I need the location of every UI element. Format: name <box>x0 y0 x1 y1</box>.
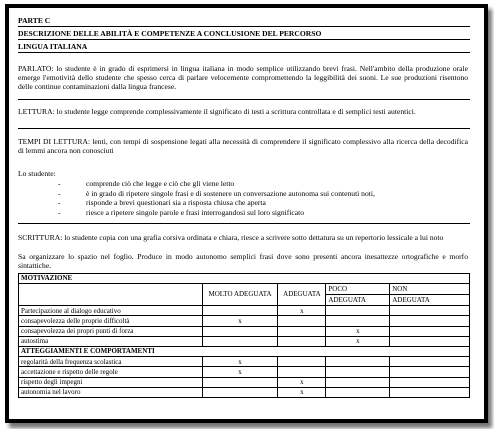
table-header-blank <box>19 284 203 306</box>
mark-cell <box>326 357 390 367</box>
mark-cell <box>390 357 470 367</box>
section-title: DESCRIZIONE DELLE ABILITÀ E COMPETENZE A CONCLUSIONE DEL PERCORSO <box>18 29 322 38</box>
studente-list <box>58 179 458 217</box>
scrittura-paragraph <box>18 233 468 242</box>
col-header-adeguata: ADEGUATA <box>278 284 326 306</box>
mark-cell <box>202 377 278 387</box>
mark-cell: x <box>202 316 278 326</box>
mark-cell: x <box>202 357 278 367</box>
table-row <box>19 316 470 326</box>
list-item: - è in grado di ripetere singole frasi e di sostenere un conversazione autonoma sui contenuti noti, <box>58 188 375 198</box>
mark-cell: x <box>202 367 278 377</box>
document-frame <box>5 4 488 423</box>
col-header-poco-adeguata-line2: ADEGUATA <box>326 295 390 306</box>
divider <box>18 26 470 27</box>
assessment-table <box>18 273 470 398</box>
divider <box>18 99 470 100</box>
mark-cell <box>326 387 390 397</box>
mark-cell <box>202 326 278 336</box>
mark-cell <box>278 316 326 326</box>
mark-cell <box>202 306 278 316</box>
row-label: regolarità della frequenza scolastica <box>19 357 203 367</box>
scrittura-label: SCRITTURA <box>18 233 61 242</box>
row-label: rispetto degli impegni <box>19 377 203 387</box>
mark-cell <box>390 306 470 316</box>
mark-cell <box>278 326 326 336</box>
subject-heading: LINGUA ITALIANA <box>18 42 88 51</box>
parlato-text: : lo studente è in grado di esprimersi in lingua italiana in modo semplice utilizzando brevi frasi. Nell'ambito della produzione orale emerge l'emotività dello studente che spesso cerca di parlare velocemente compromettendo la leggibilità dei suoni. Le sue produzioni risentono delle continue contaminazioni dalla lingua francese. <box>18 64 468 92</box>
table-row <box>19 306 470 316</box>
list-item: - riesce a ripetere singole parole e frasi interrogandosi sul loro significato <box>58 207 305 217</box>
studente-intro: Lo studente: <box>18 169 56 178</box>
tempi-text: : lenti, con tempi di sospensione legati alla necessità di comprendere il significato complessivo alla ricerca della decodifica di lemmi ancora non conosciuti <box>18 137 468 156</box>
mark-cell <box>390 367 470 377</box>
scrittura-paragraph-2: Sa organizzare lo spazio nel foglio. Produce in modo autonomo semplici frasi dove sono presenti ancora inesattezze ortografiche e morfo sintattiche. <box>18 252 468 271</box>
parlato-paragraph <box>18 64 468 91</box>
mark-cell <box>390 316 470 326</box>
tempi-label: TEMPI DI LETTURA <box>18 137 88 146</box>
divider <box>18 39 470 40</box>
list-item: - comprende ciò che legge e ciò che gli viene letto <box>58 179 235 188</box>
mark-cell: x <box>278 387 326 397</box>
section-label-motivazione: MOTIVAZIONE <box>19 274 470 284</box>
col-header-molto-adeguata: MOLTO ADEGUATA <box>202 284 278 306</box>
row-label: Partecipazione al dialogo educativo <box>19 306 203 316</box>
mark-cell: x <box>278 306 326 316</box>
document-page <box>18 11 474 416</box>
mark-cell <box>326 306 390 316</box>
table-row <box>19 377 470 387</box>
section-label-atteggiamenti: ATTEGGIAMENTI E COMPORTAMENTI <box>19 346 470 356</box>
row-label: autonomia nel lavoro <box>19 387 203 397</box>
table-section-row <box>19 274 470 284</box>
divider <box>18 128 470 129</box>
table-row <box>19 336 470 346</box>
list-item: - risponde a brevi questionari sia a risposta chiusa che aperta <box>58 198 266 208</box>
parlato-label: PARLATO <box>18 64 52 73</box>
mark-cell <box>202 336 278 346</box>
tempi-paragraph <box>18 137 468 155</box>
row-label: consapevolezza delle proprie difficoltà <box>19 316 203 326</box>
table-section-row <box>19 346 470 356</box>
col-header-non-adeguata-line1: NON <box>390 284 470 295</box>
table-row <box>19 326 470 336</box>
mark-cell <box>326 367 390 377</box>
lettura-label: LETTURA <box>18 107 53 116</box>
table-row <box>19 357 470 367</box>
table-row <box>19 367 470 377</box>
table-row <box>19 387 470 397</box>
mark-cell <box>278 336 326 346</box>
mark-cell <box>278 367 326 377</box>
mark-cell <box>390 387 470 397</box>
lettura-paragraph <box>18 107 468 116</box>
mark-cell <box>326 316 390 326</box>
lettura-text: : lo studente legge comprende complessivamente il significato di testi a scrittura controllata e di semplici testi autentici. <box>52 107 416 116</box>
part-heading: PARTE C <box>18 16 51 25</box>
mark-cell: x <box>278 377 326 387</box>
row-label: autostima <box>19 336 203 346</box>
divider <box>18 223 470 224</box>
mark-cell <box>390 336 470 346</box>
mark-cell <box>326 377 390 387</box>
col-header-poco-adeguata-line1: POCO <box>326 284 390 295</box>
mark-cell <box>202 387 278 397</box>
divider <box>18 52 470 53</box>
mark-cell <box>278 357 326 367</box>
table-header-row <box>19 284 470 295</box>
row-label: accettazione e rispetto delle regole <box>19 367 203 377</box>
mark-cell: x <box>326 336 390 346</box>
col-header-non-adeguata-line2: ADEGUATA <box>390 295 470 306</box>
mark-cell <box>390 377 470 387</box>
mark-cell: x <box>326 326 390 336</box>
row-label: consapevolezza dei propri punti di forza <box>19 326 203 336</box>
scrittura-text: : lo studente copia con una grafia corsiva ordinata e chiara, riesce a scrivere sotto dettatura su un repertorio lessicale a lui noto <box>60 233 444 242</box>
mark-cell <box>390 326 470 336</box>
